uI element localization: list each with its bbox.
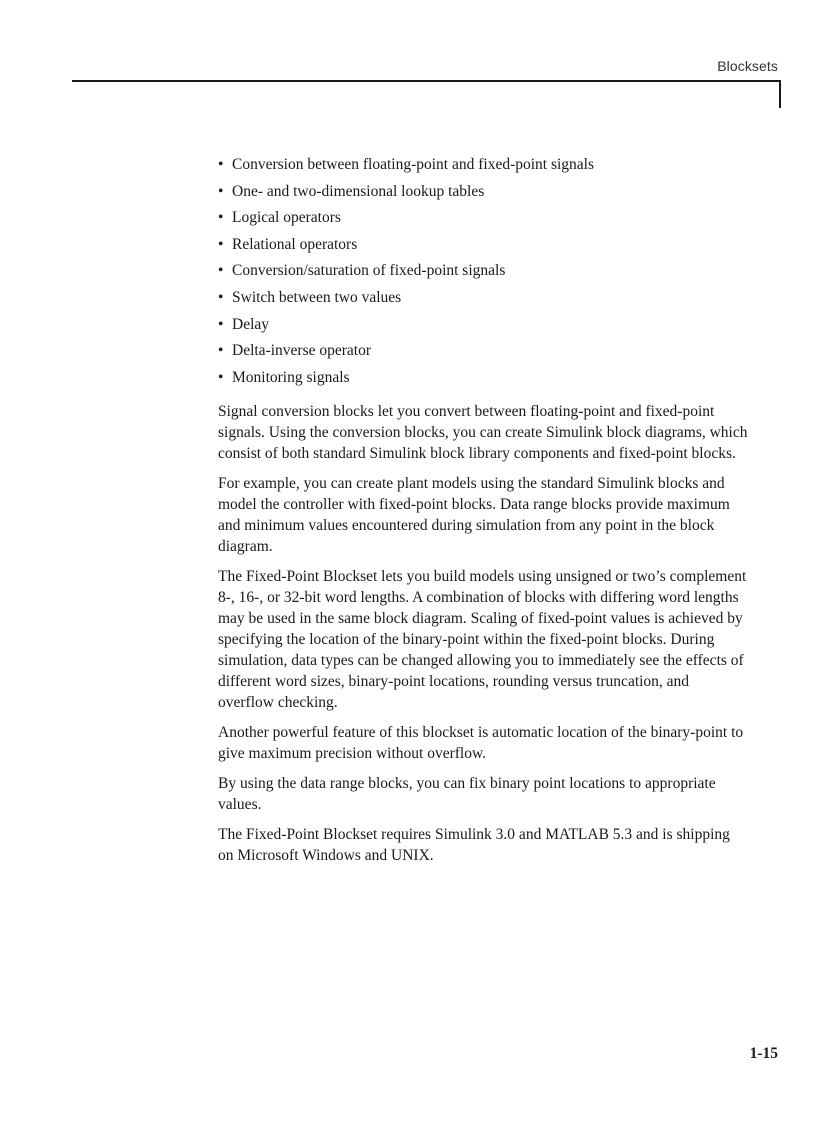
bullet-text: Conversion between floating-point and fixed-point signals xyxy=(232,156,595,173)
bullet-item xyxy=(218,338,748,365)
page-body xyxy=(218,152,748,875)
bullet-item xyxy=(218,152,748,179)
header-corner-mark xyxy=(779,80,781,108)
bullet-text: Relational operators xyxy=(232,235,358,253)
paragraph-requirements: The Fixed-Point Blockset requires Simulink 3.0 and MATLAB 5.3 and is shipping on Microsoft Windows and UNIX. xyxy=(218,826,730,865)
bullet-item xyxy=(218,232,748,259)
bullet-glyph: • xyxy=(218,342,224,360)
bullet-text: Switch between two values xyxy=(232,288,402,306)
bullet-text: One- and two-dimensional lookup tables xyxy=(232,182,485,200)
bullet-glyph: • xyxy=(218,262,224,280)
running-header-title: Blocksets xyxy=(717,58,778,74)
bullet-glyph: • xyxy=(218,368,224,386)
bullet-item xyxy=(218,179,748,206)
bullet-item xyxy=(218,365,748,392)
bullet-text: Monitoring signals xyxy=(232,368,350,386)
bullet-text: Delay xyxy=(232,315,270,333)
feature-bullet-list xyxy=(218,152,748,391)
bullet-item xyxy=(218,258,748,285)
bullet-text: Logical operators xyxy=(232,209,341,227)
bullet-glyph: • xyxy=(218,209,224,227)
bullet-glyph: • xyxy=(218,288,224,306)
paragraph-binary-point: Another powerful feature of this blockset is automatic location of the binary-point to give maximum precision without overflow. xyxy=(218,724,744,763)
bullet-glyph: • xyxy=(218,235,224,253)
bullet-item xyxy=(218,285,748,312)
bullet-glyph: • xyxy=(218,156,224,173)
bullet-item xyxy=(218,205,748,232)
paragraph-data-range: By using the data range blocks, you can fix binary point locations to appropriate values. xyxy=(218,775,716,814)
paragraph-plant-models: For example, you can create plant models using the standard Simulink blocks and model the controller with fixed-point blocks. Data range blocks provide maximum and minimum values encountered during simulation from any point in the block diagram. xyxy=(218,475,730,556)
paragraph-signal-conversion: Signal conversion blocks let you convert between floating-point and fixed-point signals. Using the conversion blocks, you can create Simulink block diagrams, which consist of both standard Simulink block library components and fixed-point blocks. xyxy=(218,403,748,463)
bullet-text: Delta-inverse operator xyxy=(232,342,372,360)
bullet-text: Conversion/saturation of fixed-point signals xyxy=(232,262,506,280)
header-rule xyxy=(72,80,780,82)
bullet-glyph: • xyxy=(218,182,224,200)
page-number: 1-15 xyxy=(749,1045,778,1062)
bullet-glyph: • xyxy=(218,315,224,333)
paragraph-word-lengths: The Fixed-Point Blockset lets you build models using unsigned or two’s complement 8-, 16-, or 32-bit word lengths. A combination of blocks with differing word lengths may be used in the same block diagram. Scaling of fixed-point values is achieved by specifying the location of the binary-point within the fixed-point blocks. During simulation, data types can be changed allowing you to immediately see the effects of different word sizes, binary-point locations, rounding versus truncation, and overflow checking. xyxy=(218,568,747,712)
bullet-item xyxy=(218,312,748,339)
